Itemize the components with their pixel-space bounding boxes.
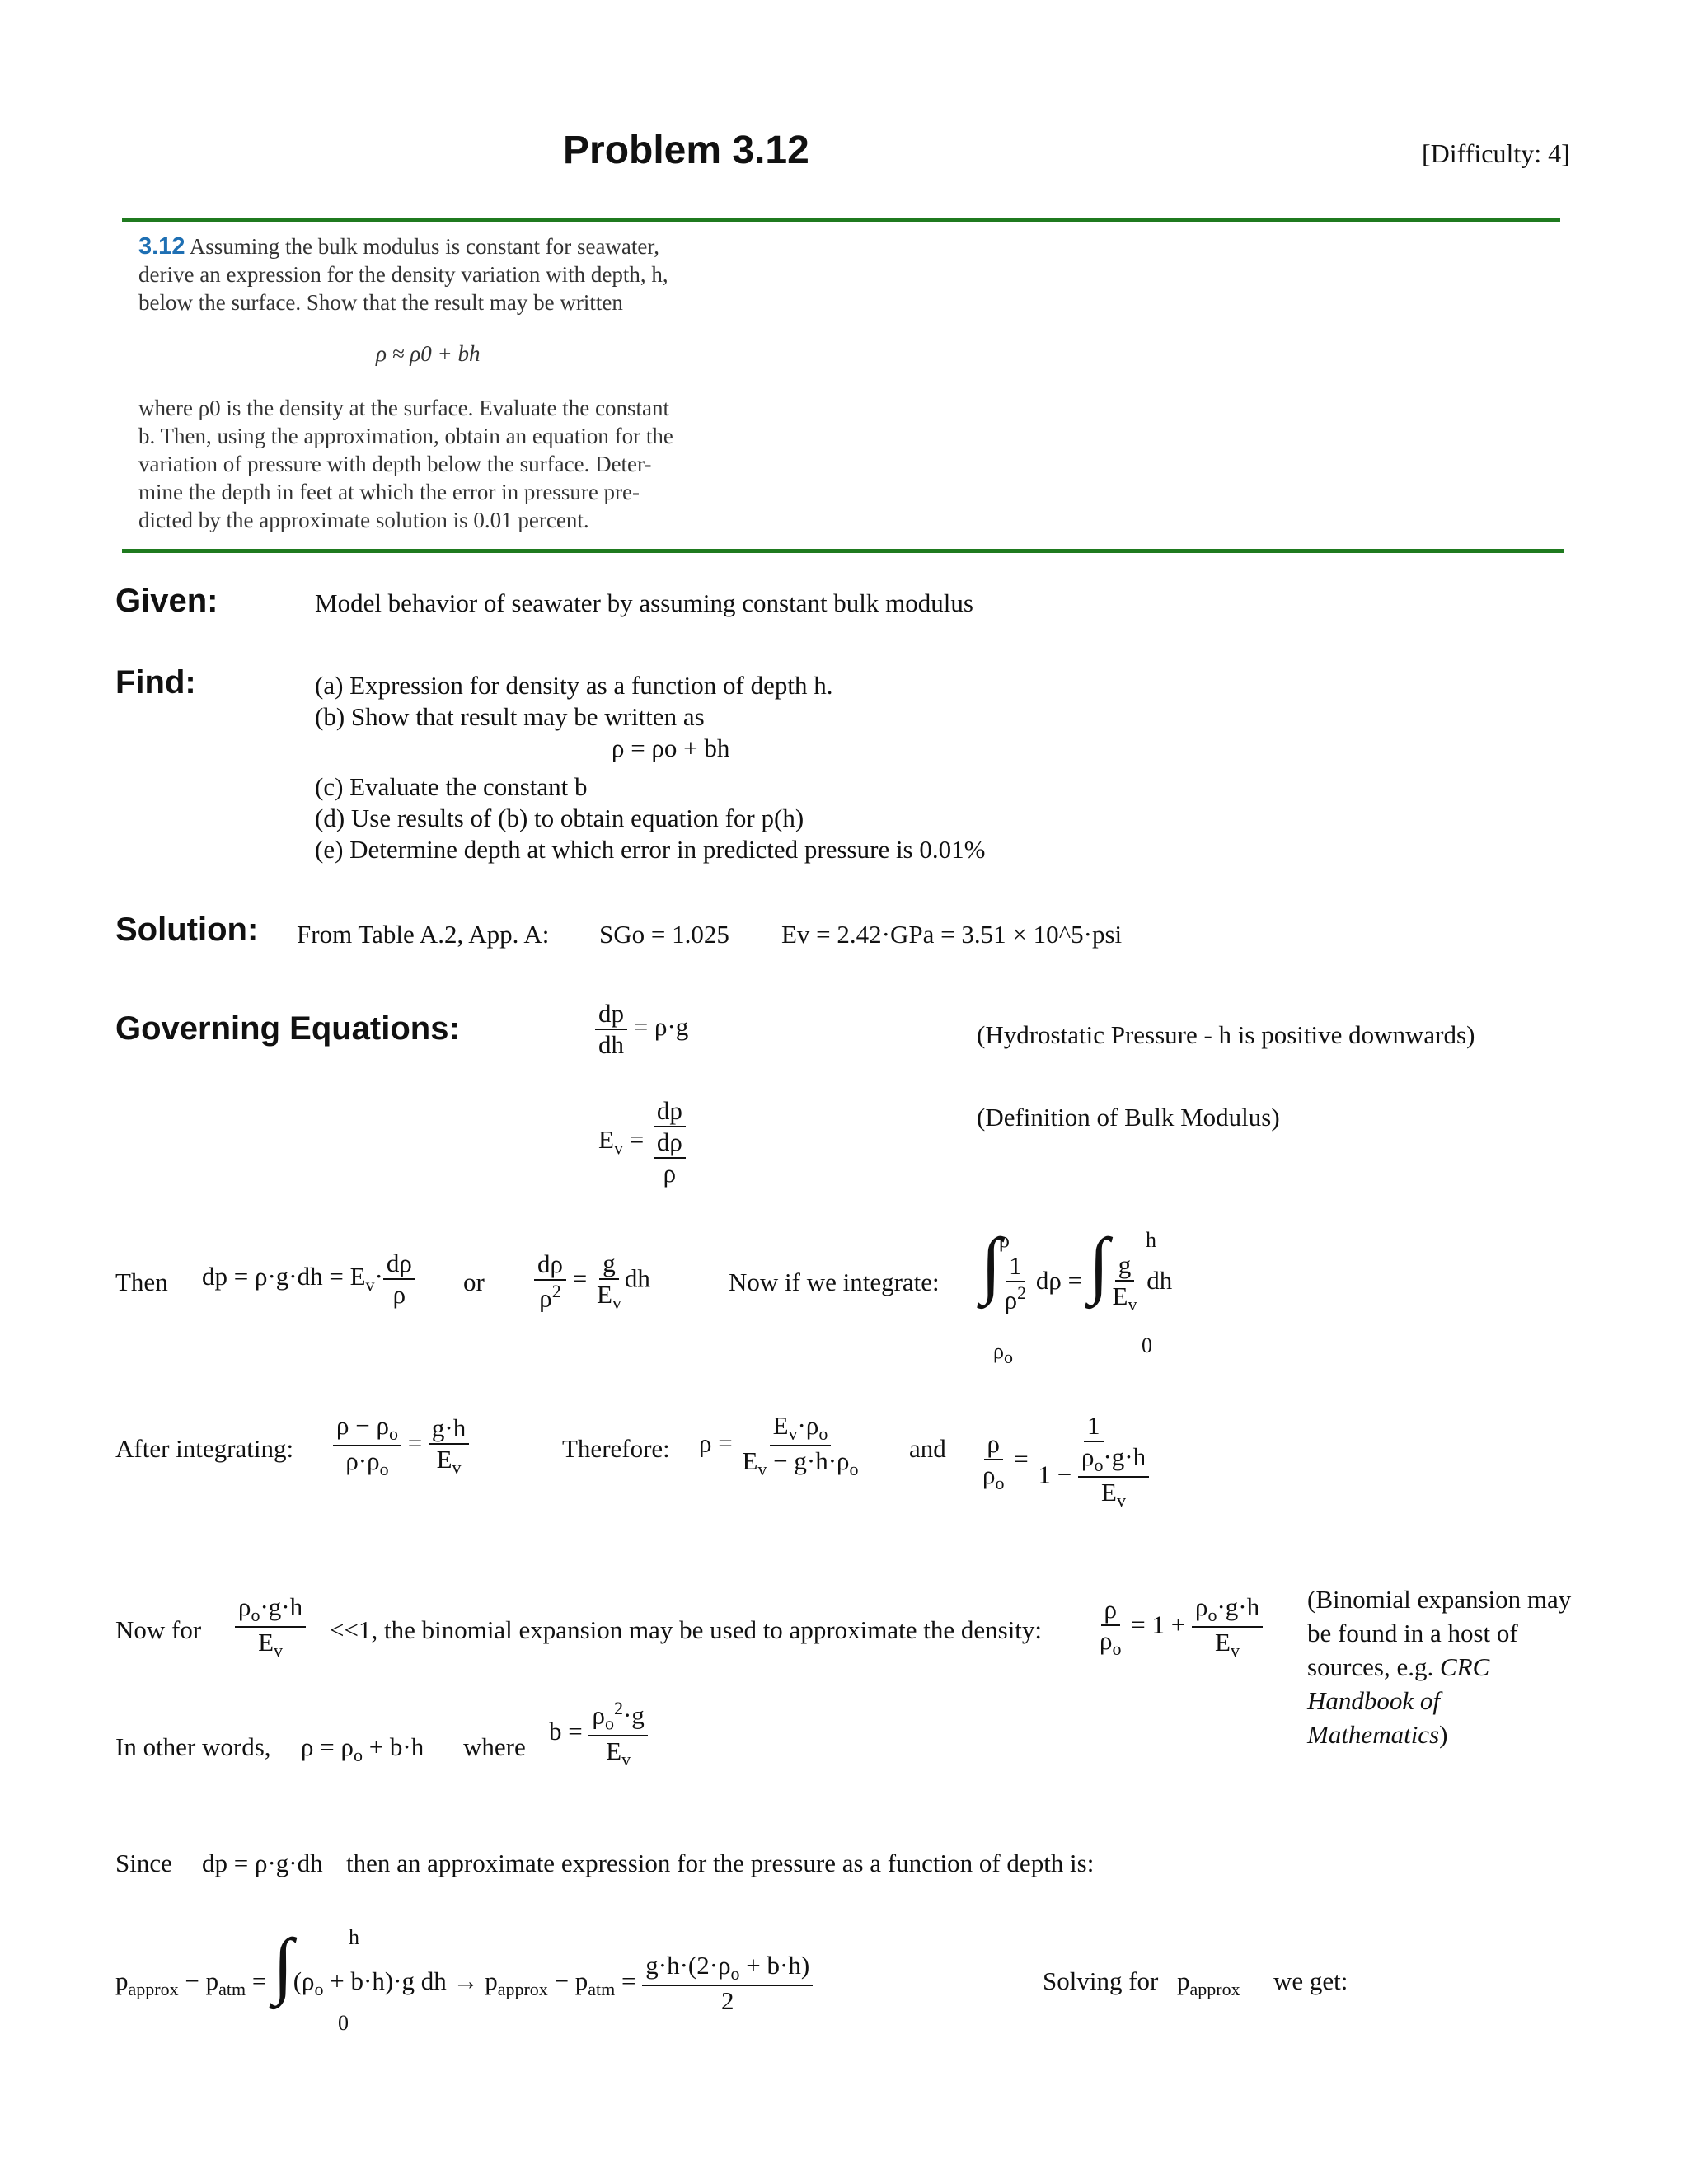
- problem-formula: ρ ≈ ρ0 + bh: [376, 341, 481, 366]
- problem-statement: 3.12 Assuming the bulk modulus is constant for seawater, derive an expression for the density variation with depth, h, below the surface. Show that the result may be written ρ ≈ ρ0 + bh where ρ0 is the density at the surface. Evaluate the constant b. Then, using the approximation, obtain an equation for the variation of pressure with depth below the surface. Deter- mine the depth in feet at which the error in pressure pre- dicted by the approximate solution is 0.01 percent.: [138, 233, 673, 532]
- top-rule: [122, 218, 1560, 222]
- difficulty-label: [Difficulty: 4]: [1422, 138, 1570, 168]
- binomial-note: (Binomial expansion may be found in a host of sources, e.g. CRC Handbook of Mathematics): [1307, 1585, 1572, 1749]
- after-integrating-label: After integrating:: [115, 1434, 294, 1463]
- b-definition: b = $\frac{\rho_o^2\cdot g}{E_v}$: [549, 1698, 648, 1770]
- we-get-label: we get:: [1273, 1966, 1348, 1995]
- now-for-label: Now for: [115, 1615, 202, 1644]
- integral-equation: ∫ $\frac{1}{\rho^2}$ dρ = ∫ $\frac{g}{E_v}$ dh: [981, 1224, 1173, 1315]
- since-label: Since: [115, 1849, 172, 1877]
- ev-value: Ev = 2.42·GPa = 3.51 × 10^5·psi: [781, 920, 1123, 949]
- given-label: Given:: [115, 583, 218, 619]
- find-formula: ρ = ρo + bh: [612, 733, 730, 762]
- separated-equation: $\frac{d\rho}{\rho^2}$ = $\frac{g}{E_v}$ dh: [534, 1249, 650, 1314]
- integral-upper-rho: ρ: [999, 1228, 1010, 1252]
- find-label: Find:: [115, 664, 196, 701]
- governing-label: Governing Equations:: [115, 1010, 460, 1047]
- where-label: where: [463, 1732, 526, 1761]
- or-label: or: [463, 1268, 485, 1296]
- find-item-b: (b) Show that result may be written as: [315, 702, 705, 731]
- then-label: Then: [115, 1268, 168, 1296]
- find-item-c: (c) Evaluate the constant b: [315, 772, 588, 801]
- linear-density: $\rho = \rho_o + b\cdot h$: [301, 1732, 424, 1766]
- solution-source: From Table A.2, App. A:: [297, 920, 550, 949]
- bulk-modulus-equation: $E_v$ = $\frac{dp}{\frac{d\rho}{\rho}}$: [598, 1096, 689, 1188]
- integral-upper-h: h: [1146, 1228, 1156, 1252]
- therefore-label: Therefore:: [562, 1434, 670, 1463]
- binomial-text: <<1, the binomial expansion may be used to approximate the density:: [330, 1615, 1043, 1644]
- pressure-integral-upper: h: [349, 1925, 359, 1949]
- pressure-integral: $p_{approx} - p_{atm} = \int(\rho_o + b\cdot h)\cdot g$ dh → $p_{approx} - p_{atm}$ = $\frac{g\cdot h\cdot(2\cdot\rho_o + b\cdot h)}{2}$: [115, 1929, 813, 2016]
- sg-value: SGo = 1.025: [599, 920, 729, 949]
- given-text: Model behavior of seawater by assuming constant bulk modulus: [315, 588, 973, 617]
- problem-number: 3.12: [138, 233, 185, 260]
- since-text: then an approximate expression for the pressure as a function of depth is:: [346, 1849, 1095, 1877]
- find-item-d: (d) Use results of (b) to obtain equation for p(h): [315, 804, 804, 832]
- density-result: ρ = $\frac{E_v\cdot\rho_o}{E_v - g\cdot h\cdot\rho_o}$: [699, 1411, 859, 1480]
- density-ratio: $\frac{\rho}{\rho_o}$ = 1 1 − $\frac{\rho_o\cdot g\cdot h}{E_v}$: [979, 1411, 1152, 1511]
- hydrostatic-equation: $\frac{dp}{dh}$ = ρ·g: [595, 999, 688, 1060]
- bottom-rule: [122, 549, 1564, 553]
- solution-label: Solution:: [115, 912, 259, 948]
- small-parameter: $\frac{\rho_o\cdot g\cdot h}{E_v}$: [235, 1592, 306, 1661]
- integral-lower-zero: 0: [1142, 1333, 1152, 1357]
- and-label: and: [909, 1434, 946, 1463]
- integrated-result: $\frac{\rho - \rho_o}{\rho\cdot\rho_o}$ = $\frac{g\cdot h}{E_v}$: [333, 1411, 469, 1480]
- hydrostatic-note: (Hydrostatic Pressure - h is positive downwards): [977, 1020, 1475, 1049]
- find-item-e: (e) Determine depth at which error in predicted pressure is 0.01%: [315, 835, 986, 864]
- dp-expression: dp = $\rho\cdot g\cdot dh = E_v\cdot$ $\frac{d\rho}{\rho}$: [202, 1249, 415, 1310]
- p-approx-symbol: $p_{approx}$: [1177, 1966, 1240, 2000]
- pressure-integral-lower: 0: [338, 2011, 349, 2035]
- integral-lower-rho: $\rho_o$: [993, 1339, 1013, 1368]
- integrate-label: Now if we integrate:: [729, 1268, 940, 1296]
- find-item-a: (a) Expression for density as a function of depth h.: [315, 671, 833, 700]
- since-equation: dp = ρ·g·dh: [202, 1849, 323, 1877]
- in-other-words-label: In other words,: [115, 1732, 271, 1761]
- binomial-approximation: $\frac{\rho}{\rho_o}$ = 1 + $\frac{\rho_o\cdot g\cdot h}{E_v}$: [1096, 1592, 1263, 1661]
- bulk-modulus-note: (Definition of Bulk Modulus): [977, 1103, 1280, 1132]
- solving-for-label: Solving for: [1043, 1966, 1159, 1995]
- page-title: Problem 3.12: [563, 129, 809, 172]
